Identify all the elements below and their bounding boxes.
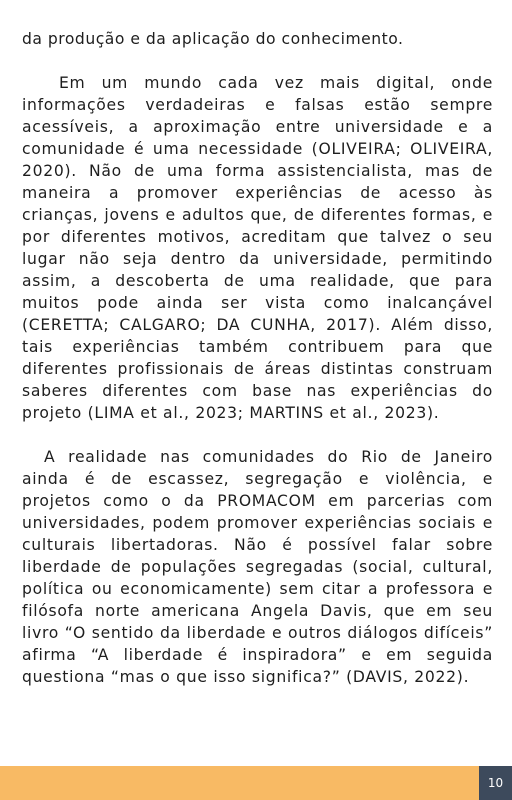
footer-bar (0, 766, 479, 800)
paragraph-continuation: da produção e da aplicação do conhecimento. (22, 30, 404, 48)
paragraph-spacer (22, 424, 493, 446)
paragraph-spacer (22, 50, 493, 72)
page-number-box (479, 766, 512, 800)
page-number: 10 (487, 776, 504, 790)
paragraph-rio-communities: A realidade nas comunidades do Rio de Janeiro ainda é de escassez, segregação e violência, e projetos como o da PROMACOM em parcerias com universidades, podem promover experiências sociais e culturais libertadoras. Não é possível falar sobre liberdade de populações segregadas (social, cultural, política ou economicamente) sem citar a professora e filósofa norte americana Angela Davis, que em seu livro “O sentido da liberdade e outros diálogos difíceis” afirma “A liberdade é inspiradora” e em seguida questiona “mas o que isso significa?” (DAVIS, 2022). (22, 448, 493, 686)
paragraph-digital-world: Em um mundo cada vez mais digital, onde informações verdadeiras e falsas estão sempre acessíveis, a aproximação entre universidade e a comunidade é uma necessidade (OLIVEIRA; OLIVEIRA, 2020). Não de uma forma assistencialista, mas de maneira a promover experiências de acesso às crianças, jovens e adultos que, de diferentes formas, e por diferentes motivos, acreditam que talvez o seu lugar não seja dentro da universidade, permitindo assim, a descoberta de uma realidade, que para muitos pode ainda ser vista como inalcançável (CERETTA; CALGARO; DA CUNHA, 2017). Além disso, tais experiências também contribuem para que diferentes profissionais de áreas distintas construam saberes diferentes com base nas experiências do projeto (LIMA et al., 2023; MARTINS et al., 2023). (22, 74, 493, 422)
document-body (22, 28, 493, 688)
